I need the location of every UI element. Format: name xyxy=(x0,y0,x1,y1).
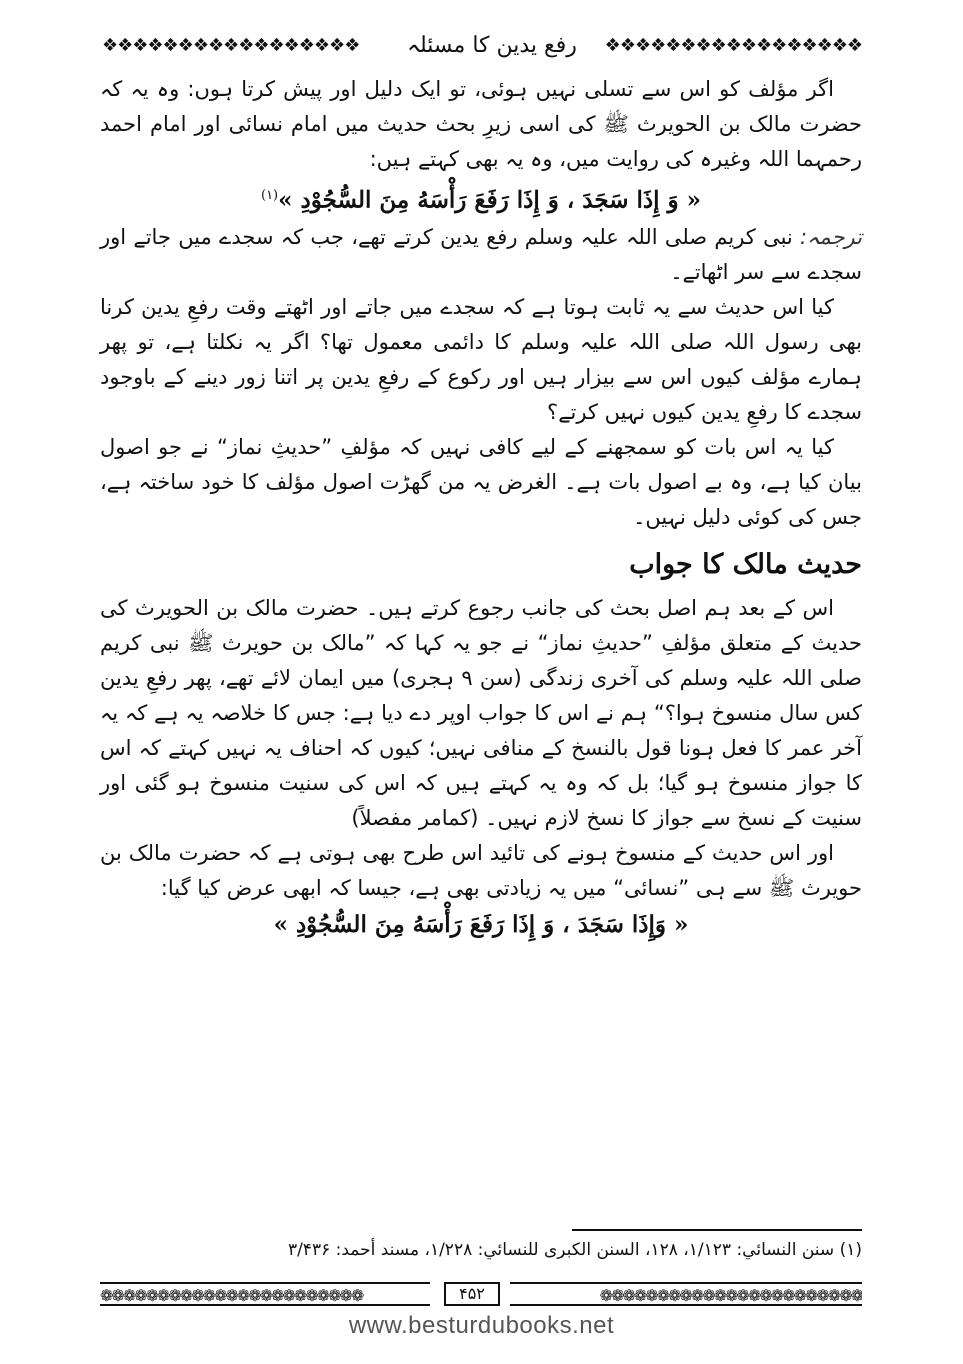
translation-text: نبی کریم صلی اللہ علیہ وسلم رفع یدین کرتے تھے، جب کہ سجدے میں جاتے اور سجدے سے سر اٹھاتے۔ xyxy=(100,224,862,284)
translation-label: ترجمہ: xyxy=(800,224,862,249)
arabic-quote-1 xyxy=(100,177,862,220)
page-header xyxy=(102,28,862,64)
footnote-marker: (۱) xyxy=(260,188,279,203)
paragraph-3: کیا یہ اس بات کو سمجھنے کے لیے کافی نہیں کہ مؤلفِ ”حدیثِ نماز“ نے جو اصول بیان کیا ہے، وہ بے اصول بات ہے۔ الغرض یہ من گھڑت اصول مؤلف کا خود ساختہ ہے، جس کی کوئی دلیل نہیں۔ xyxy=(100,434,862,529)
paragraph-5: اور اس حدیث کے منسوخ ہونے کی تائید اس طرح بھی ہوتی ہے کہ حضرت مالک بن حویرث ﷺ سے ہی ”نسائی“ میں یہ زیادتی بھی ہے، جیسا کہ ابھی عرض کیا گیا: xyxy=(100,840,862,900)
arabic-quote-text: « وَ إِذَا سَجَدَ ، وَ إِذَا رَفَعَ رَأْسَهُ مِنَ السُّجُوْدِ » xyxy=(278,186,701,214)
header-ornament-left: ❖❖❖❖❖❖❖❖❖❖❖❖❖❖❖❖❖ xyxy=(102,35,360,56)
paragraph-1: اگر مؤلف کو اس سے تسلی نہیں ہوئی، تو ایک دلیل اور پیش کرتا ہوں: وہ یہ کہ حضرت مالک بن الحویرث ﷺ کی اسی زیرِ بحث حدیث میں امام نسائی اور امام احمد رحمہما اللہ وغیرہ کی روایت میں، وہ یہ بھی کہتے ہیں: xyxy=(100,77,862,171)
paragraph-4: اس کے بعد ہم اصل بحث کی جانب رجوع کرتے ہیں۔ حضرت مالک بن الحویرث کی حدیث کے متعلق مؤلفِ ”حدیثِ نماز“ نے جو یہ کہا کہ ”مالک بن حویرث ﷺ نبی کریم صلی اللہ علیہ وسلم کی آخری زندگی (سن ۹ ہجری) میں ایمان لائے تھے، پھر رفعِ یدین کس سال منسوخ ہوا؟“ ہم نے اس کا جواب اوپر دے دیا ہے: جس کا خلاصہ یہ ہے کہ یہ آخر عمر کا فعل ہونا قول بالنسخ کے منافی نہیں؛ کیوں کہ احناف یہ نہیں کہتے کہ اس کا جواز منسوخ ہو گیا؛ بل کہ وہ یہ کہتے ہیں کہ اس کی سنیت منسوخ ہو گئی اور سنیت کے نسخ سے جواز کا نسخ لازم نہیں۔ (کمامر مفصلاً) xyxy=(100,595,862,830)
footer-ornament-left: ❁❁❁❁❁❁❁❁❁❁❁❁❁❁❁❁❁❁❁❁❁❁❁ xyxy=(100,1282,430,1306)
footnote: (۱) سنن النسائي: ۱/۱۲۳، ۱۲۸، السنن الكبرى للنسائي: ۱/۲۲۸، مسند أحمد: ۳/۴۳۶ xyxy=(287,1240,862,1260)
section-heading: حدیث مالک کا جواب xyxy=(629,548,862,580)
translation xyxy=(100,220,862,290)
watermark-url: www.besturdubooks.net xyxy=(348,1312,615,1339)
paragraph-2: کیا اس حدیث سے یہ ثابت ہوتا ہے کہ سجدے میں جاتے اور اٹھتے وقت رفعِ یدین کرنا بھی رسول اللہ صلی اللہ علیہ وسلم کا دائمی معمول تھا؟ اگر یہ نکلتا ہے، تو پھر ہمارے مؤلف کیوں اس سے بیزار ہیں اور رکوع کے رفعِ یدین پر اتنا زور دینے کے باوجود سجدے کا رفعِ یدین کیوں نہیں کرتے؟ xyxy=(100,294,862,424)
body-text xyxy=(100,72,862,944)
arabic-quote-2: « وَإِذَا سَجَدَ ، وَ إِذَا رَفَعَ رَأْسَهُ مِنَ السُّجُوْدِ » xyxy=(273,910,689,938)
running-title: رفع یدین کا مسئلہ xyxy=(407,33,577,58)
header-ornament-right: ❖❖❖❖❖❖❖❖❖❖❖❖❖❖❖❖❖ xyxy=(604,35,862,56)
page-number: ۴۵۲ xyxy=(444,1282,500,1306)
footnote-rule xyxy=(572,1229,862,1231)
footer-ornament-right: ❁❁❁❁❁❁❁❁❁❁❁❁❁❁❁❁❁❁❁❁❁❁❁ xyxy=(510,1282,862,1306)
page-footer xyxy=(100,1282,862,1306)
